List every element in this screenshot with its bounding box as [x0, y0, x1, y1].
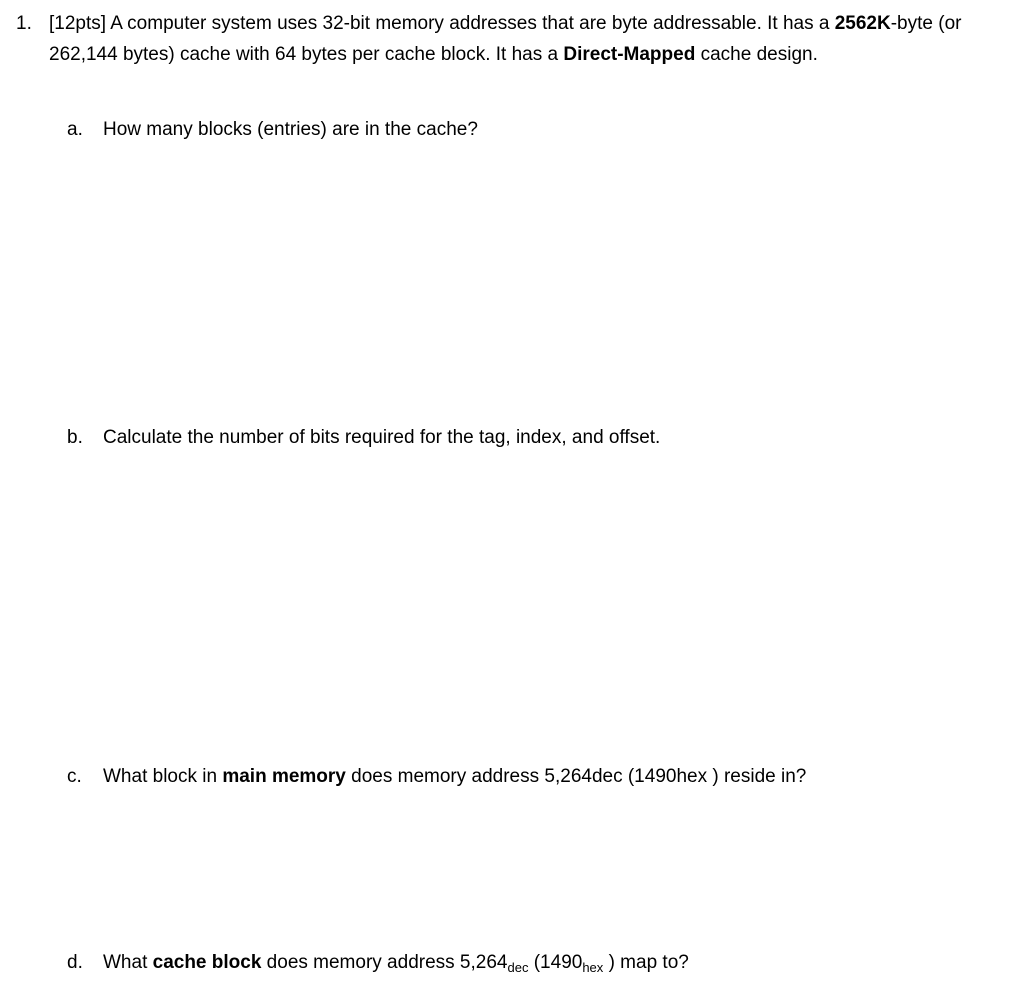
- question-text-line-1: [12pts] A computer system uses 32-bit memory addresses that are byte addressable. It has a 2562K-byte (or: [49, 13, 962, 34]
- part-d-text: What cache block does memory address $5,264_{dec}$ ($1490_{hex}$ ) map to?: [103, 952, 689, 975]
- part-c-label: c.: [67, 766, 82, 787]
- cache-design-bold: Direct-Mapped: [563, 44, 696, 65]
- cache-size-bold: 2562K: [834, 13, 891, 34]
- part-b-label: b.: [67, 427, 83, 448]
- subscript-hex: hex: [582, 960, 604, 975]
- cache-block-bold: cache block: [152, 952, 262, 973]
- part-b-text: Calculate the number of bits required for the tag, index, and offset.: [103, 427, 661, 448]
- question-number: 1.: [16, 13, 32, 34]
- part-a-text: How many blocks (entries) are in the cache?: [103, 119, 478, 140]
- part-d-label: d.: [67, 952, 83, 973]
- part-c-text: What block in main memory does memory address 5,264dec (1490hex ) reside in?: [103, 766, 807, 787]
- main-memory-bold: main memory: [222, 766, 346, 787]
- question-text-line-2: 262,144 bytes) cache with 64 bytes per cache block. It has a Direct-Mapped cache design.: [49, 44, 818, 65]
- part-a-label: a.: [67, 119, 83, 140]
- subscript-dec: dec: [507, 960, 529, 975]
